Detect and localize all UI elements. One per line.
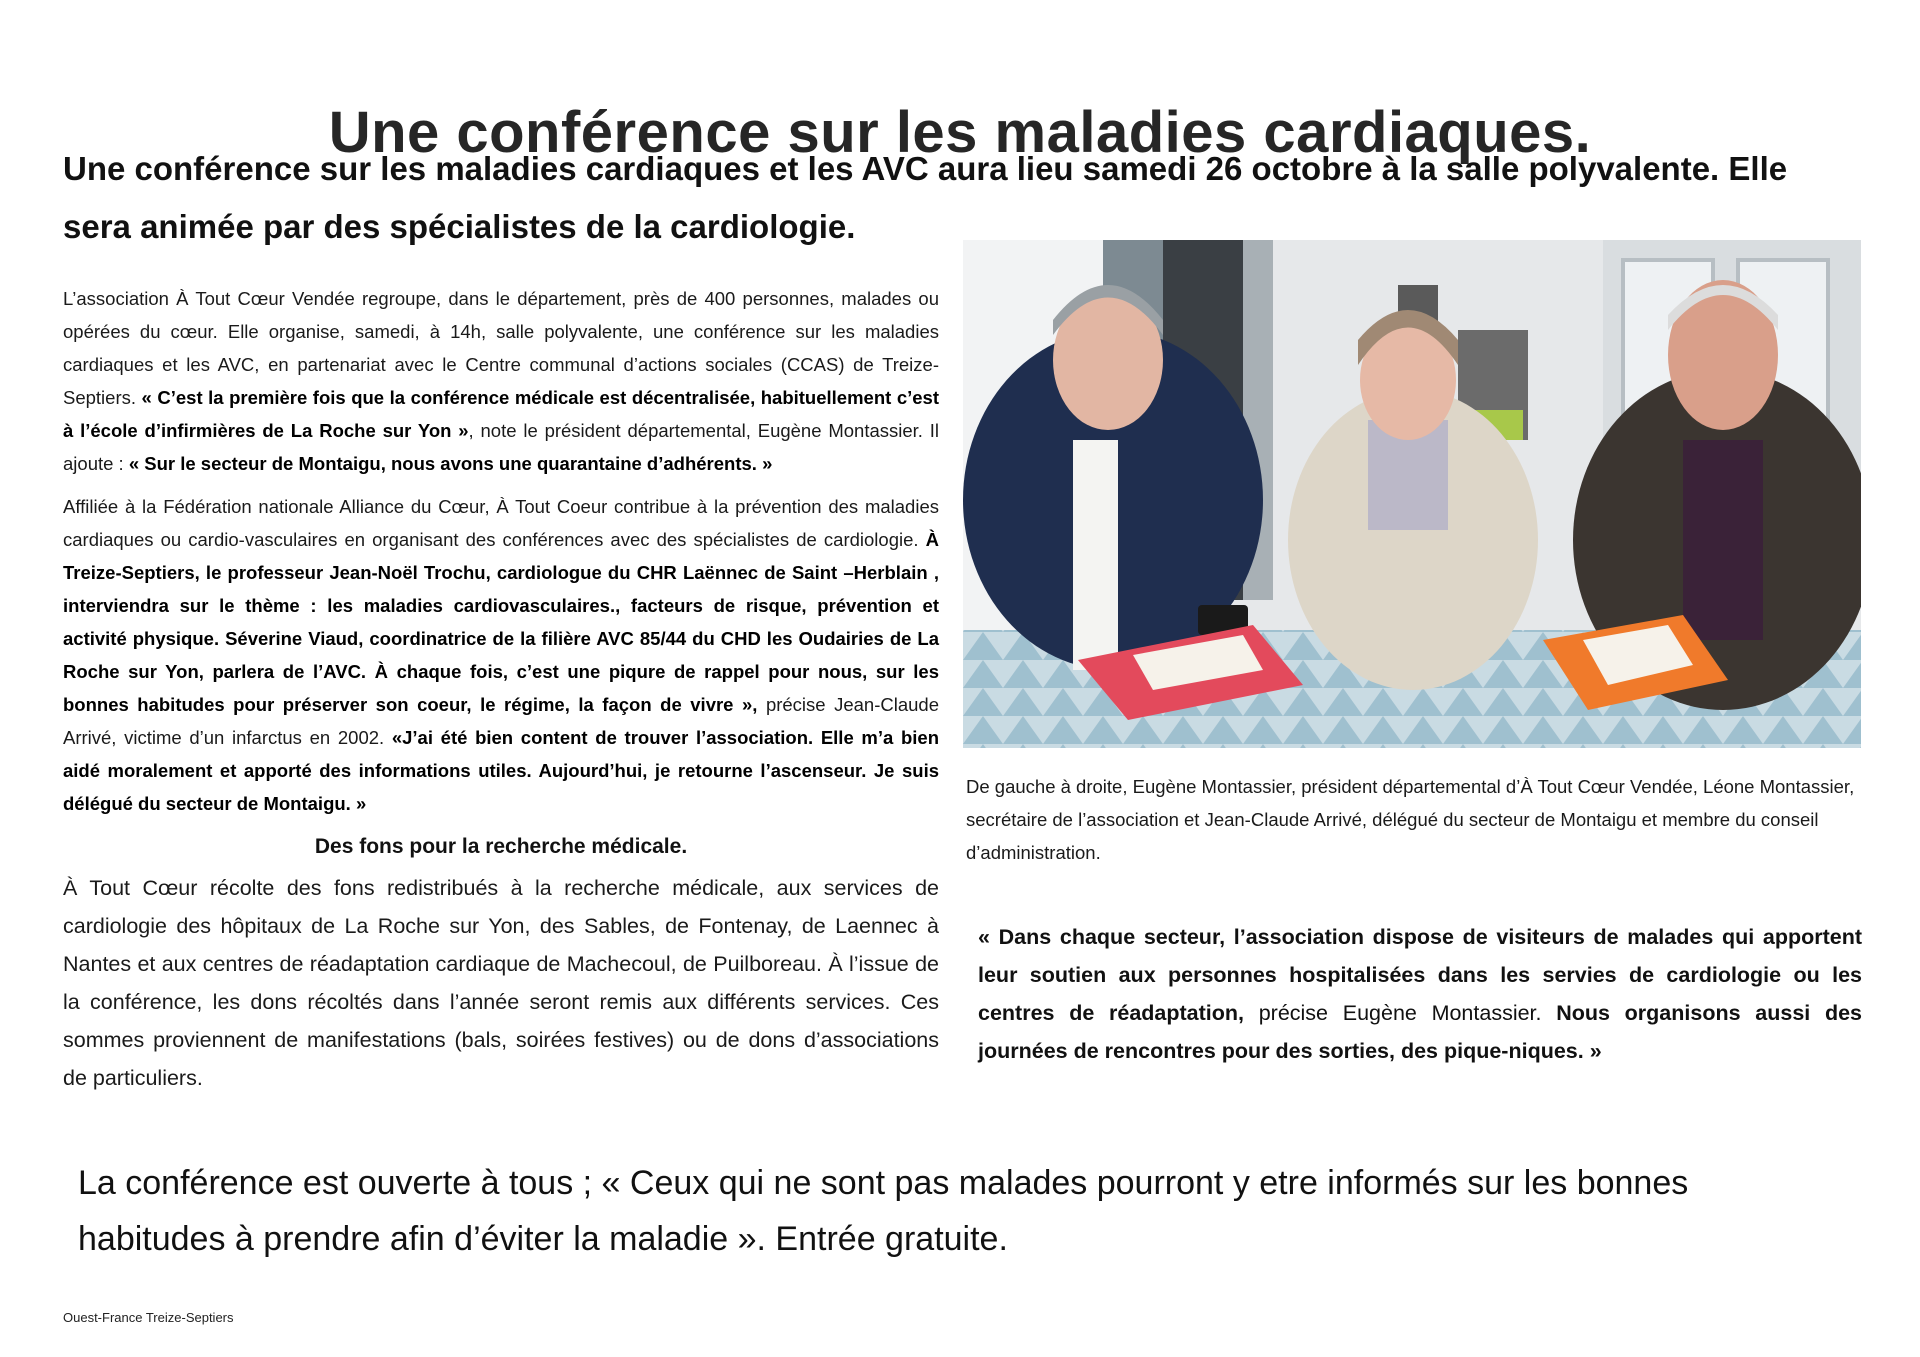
quote-text: Nous organisons aussi des journées de rencontres pour des sorties, des pique-niques. » xyxy=(978,1001,1863,1063)
article-title: Une conférence sur les maladies cardiaques. xyxy=(328,99,1592,165)
paragraph-federation xyxy=(63,490,939,820)
article-lead: Une conférence sur les maladies cardiaques et les AVC aura lieu samedi 26 octobre à la salle polyvalente. Elle sera animée par des spécialistes de la cardiologie. xyxy=(63,150,1788,245)
photo-caption: De gauche à droite, Eugène Montassier, président départemental d’À Tout Cœur Vendée, Léone Montassier, secrétaire de l’association et Jean-Claude Arrivé, délégué du secteur de Montaigu et membre du conseil d’administration. xyxy=(966,776,1855,863)
quote-text: « C’est la première fois que la conférence médicale est décentralisée, habituellement c’est à l’école d’infirmières de La Roche sur Yon » xyxy=(63,387,939,441)
section-subheading: Des fons pour la recherche médicale. xyxy=(314,835,688,858)
article-photo xyxy=(963,240,1861,748)
paragraph-intro xyxy=(63,282,939,480)
text: précise Jean-Claude Arrivé, victime d’un infarctus en 2002. xyxy=(63,694,939,748)
text: L’association À Tout Cœur Vendée regroupe, dans le département, près de 400 personnes, malades ou opérées du cœur. Elle organise, samedi, à 14h, salle polyvalente, une conférence sur les maladies cardiaques et les AVC, en partenariat avec le Centre communal d’actions sociales (CCAS) de Treize-Septiers. xyxy=(63,288,939,408)
quote-text: « Dans chaque secteur, l’association dispose de visiteurs de malades qui apportent leur soutien aux personnes hospitalisées dans les servies de cardiologie ou les centres de réadaptation, xyxy=(978,925,1862,1025)
quote-text: « Sur le secteur de Montaigu, nous avons une quarantaine d’adhérents. » xyxy=(128,453,773,474)
source-credit: Ouest-France Treize-Septiers xyxy=(63,1310,234,1325)
text: Affiliée à la Fédération nationale Alliance du Cœur, À Tout Coeur contribue à la prévention des maladies cardiaques ou cardio-vasculaires en organisant des conférences avec des spécialistes de cardiologie. xyxy=(63,496,939,550)
quote-text: «J’ai été bien content de trouver l’association. Elle m’a bien aidé moralement et apporté des informations utiles. Aujourd’hui, je retourne l’ascenseur. Je suis délégué du secteur de Montaigu. » xyxy=(63,727,939,814)
attribution-text: précise Eugène Montassier. xyxy=(1244,1001,1557,1025)
quote-text: À Treize-Septiers, le professeur Jean-Noël Trochu, cardiologue du CHR Laënnec de Saint –Herblain , interviendra sur le thème : les maladies cardiovasculaires., facteurs de risque, prévention et activité physique. Séverine Viaud, coordinatrice de la filière AVC 85/44 du CHD les Oudairies de La Roche sur Yon, parlera de l’AVC. À chaque fois, c’est une piqure de rappel pour nous, sur les bonnes habitudes pour préserver son coeur, le régime, la façon de vivre », xyxy=(63,529,939,715)
pull-quote xyxy=(978,918,1862,1070)
paragraph-funds: À Tout Cœur récolte des fons redistribués à la recherche médicale, aux services de cardiologie des hôpitaux de La Roche sur Yon, des Sables, de Fontenay, de Laennec à Nantes et aux centres de réadaptation cardiaque de Machecoul, de Puilboreau. À l’issue de la conférence, les dons récoltés dans l’année seront remis aux différents services. Ces sommes proviennent de manifestations (bals, soirées festives) ou de dons d’associations de particuliers. xyxy=(63,876,939,1090)
photo-three-people-icon xyxy=(963,240,1861,748)
article-body-left-column xyxy=(63,282,939,1107)
closing-paragraph: La conférence est ouverte à tous ; « Ceux qui ne sont pas malades pourront y etre informés sur les bonnes habitudes à prendre afin d’éviter la maladie ». Entrée gratuite. xyxy=(78,1164,1689,1258)
text: , note le président départemental, Eugène Montassier. Il ajoute : xyxy=(63,420,940,474)
